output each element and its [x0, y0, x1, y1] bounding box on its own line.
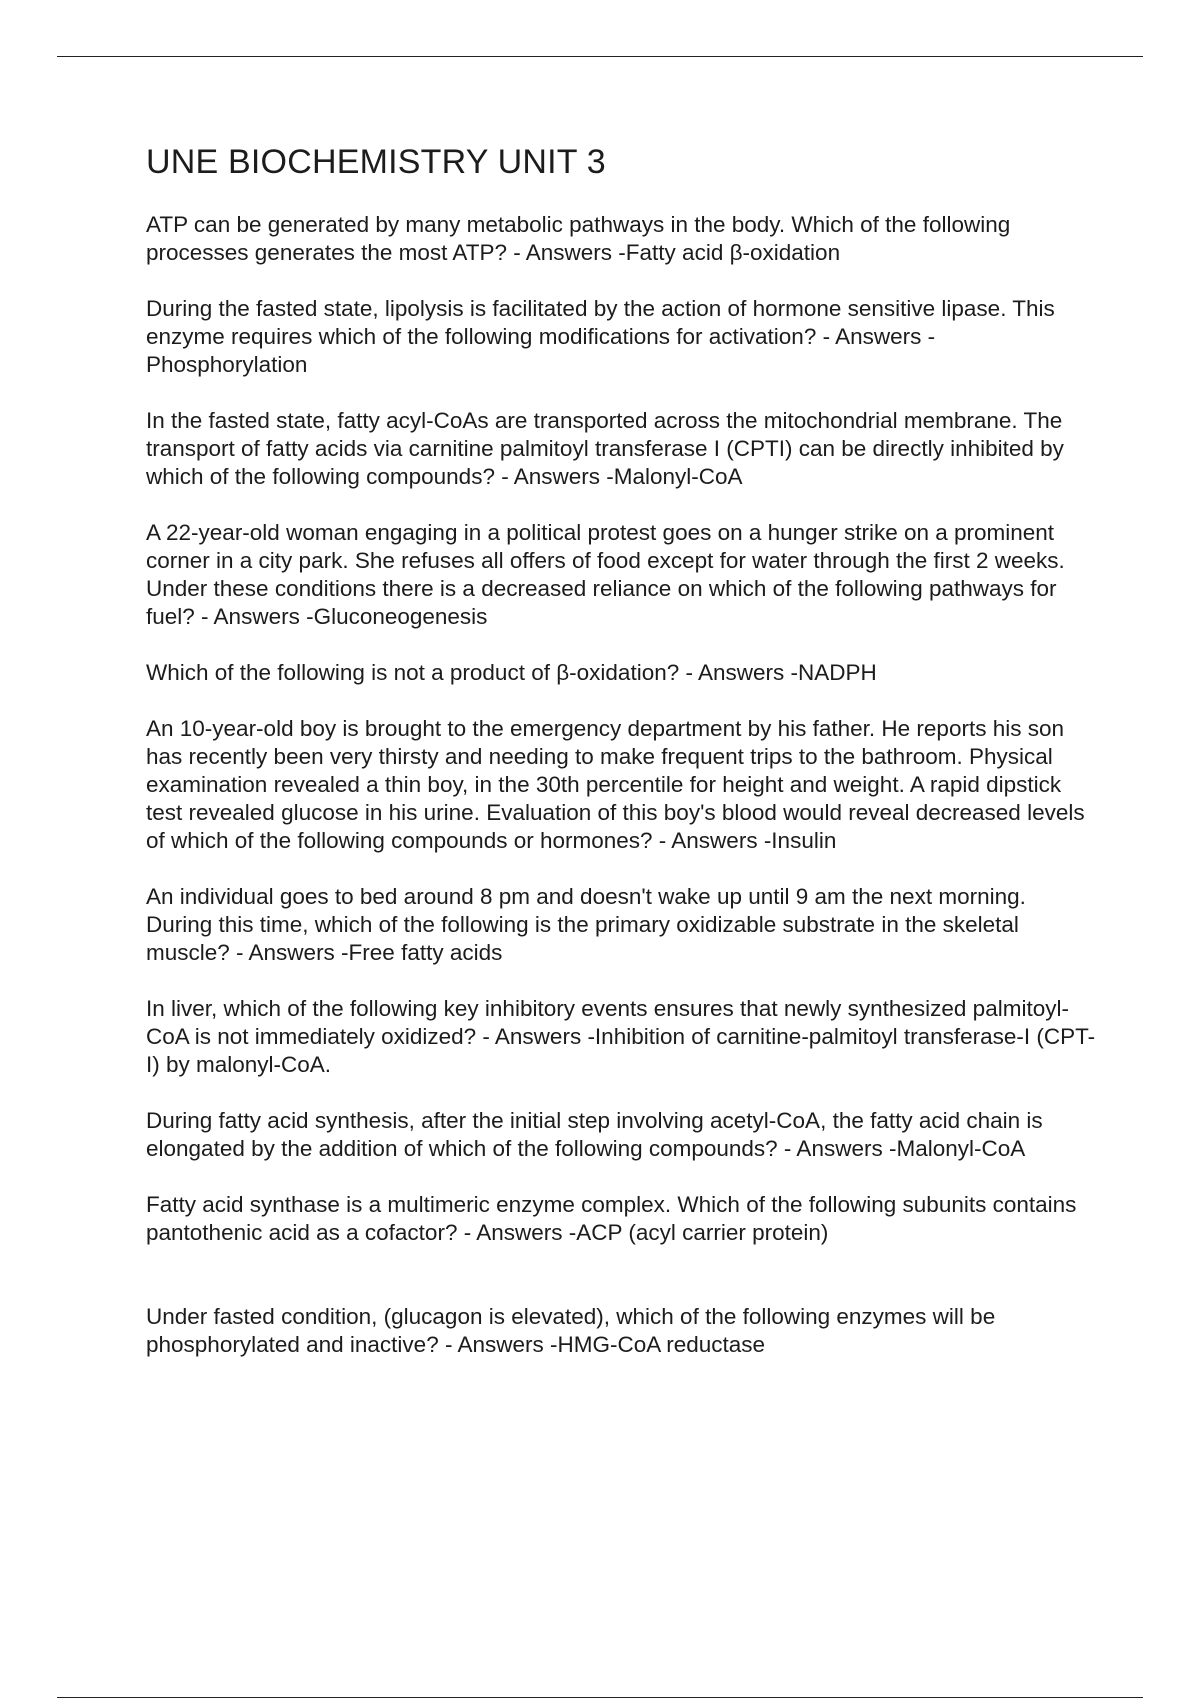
qa-item: ATP can be generated by many metabolic pathways in the body. Which of the following processes generates the most ATP? - Answers -Fatty acid β-oxidation: [146, 211, 1011, 265]
document-title: UNE BIOCHEMISTRY UNIT 3: [146, 143, 606, 181]
bottom-divider: [57, 1697, 1143, 1698]
qa-item: A 22-year-old woman engaging in a political protest goes on a hunger strike on a prominent corner in a city park. She refuses all offers of food except for water through the first 2 weeks. Under these conditions there is a decreased reliance on which of the following pathways for fuel? - Answers -Gluconeogenesis: [146, 519, 1065, 629]
qa-item: During the fasted state, lipolysis is facilitated by the action of hormone sensitive lipase. This enzyme requires which of the following modifications for activation? - Answers -Phosphorylation: [146, 295, 1055, 377]
top-divider: [57, 56, 1143, 57]
qa-item: During fatty acid synthesis, after the initial step involving acetyl-CoA, the fatty acid chain is elongated by the addition of which of the following compounds? - Answers -Malonyl-CoA: [146, 1107, 1043, 1161]
document-body: [146, 142, 1096, 1387]
qa-item: In liver, which of the following key inhibitory events ensures that newly synthesized palmitoyl-CoA is not immediately oxidized? - Answers -Inhibition of carnitine-palmitoyl transferase-I (CPT-I) by malonyl-CoA.: [146, 995, 1096, 1077]
qa-item: Which of the following is not a product of β-oxidation? - Answers -NADPH: [146, 659, 877, 685]
qa-item: Fatty acid synthase is a multimeric enzyme complex. Which of the following subunits contains pantothenic acid as a cofactor? - Answers -ACP (acyl carrier protein): [146, 1191, 1077, 1245]
qa-item: An 10-year-old boy is brought to the emergency department by his father. He reports his son has recently been very thirsty and needing to make frequent trips to the bathroom. Physical examination revealed a thin boy, in the 30th percentile for height and weight. A rapid dipstick test revealed glucose in his urine. Evaluation of this boy's blood would reveal decreased levels of which of the following compounds or hormones? - Answers -Insulin: [146, 715, 1085, 853]
qa-item: In the fasted state, fatty acyl-CoAs are transported across the mitochondrial membrane. The transport of fatty acids via carnitine palmitoyl transferase I (CPTI) can be directly inhibited by which of the following compounds? - Answers -Malonyl-CoA: [146, 407, 1064, 489]
qa-item: An individual goes to bed around 8 pm and doesn't wake up until 9 am the next morning. During this time, which of the following is the primary oxidizable substrate in the skeletal muscle? - Answers -Free fatty acids: [146, 883, 1026, 965]
qa-item: Under fasted condition, (glucagon is elevated), which of the following enzymes will be phosphorylated and inactive? - Answers -HMG-CoA reductase: [146, 1303, 996, 1357]
